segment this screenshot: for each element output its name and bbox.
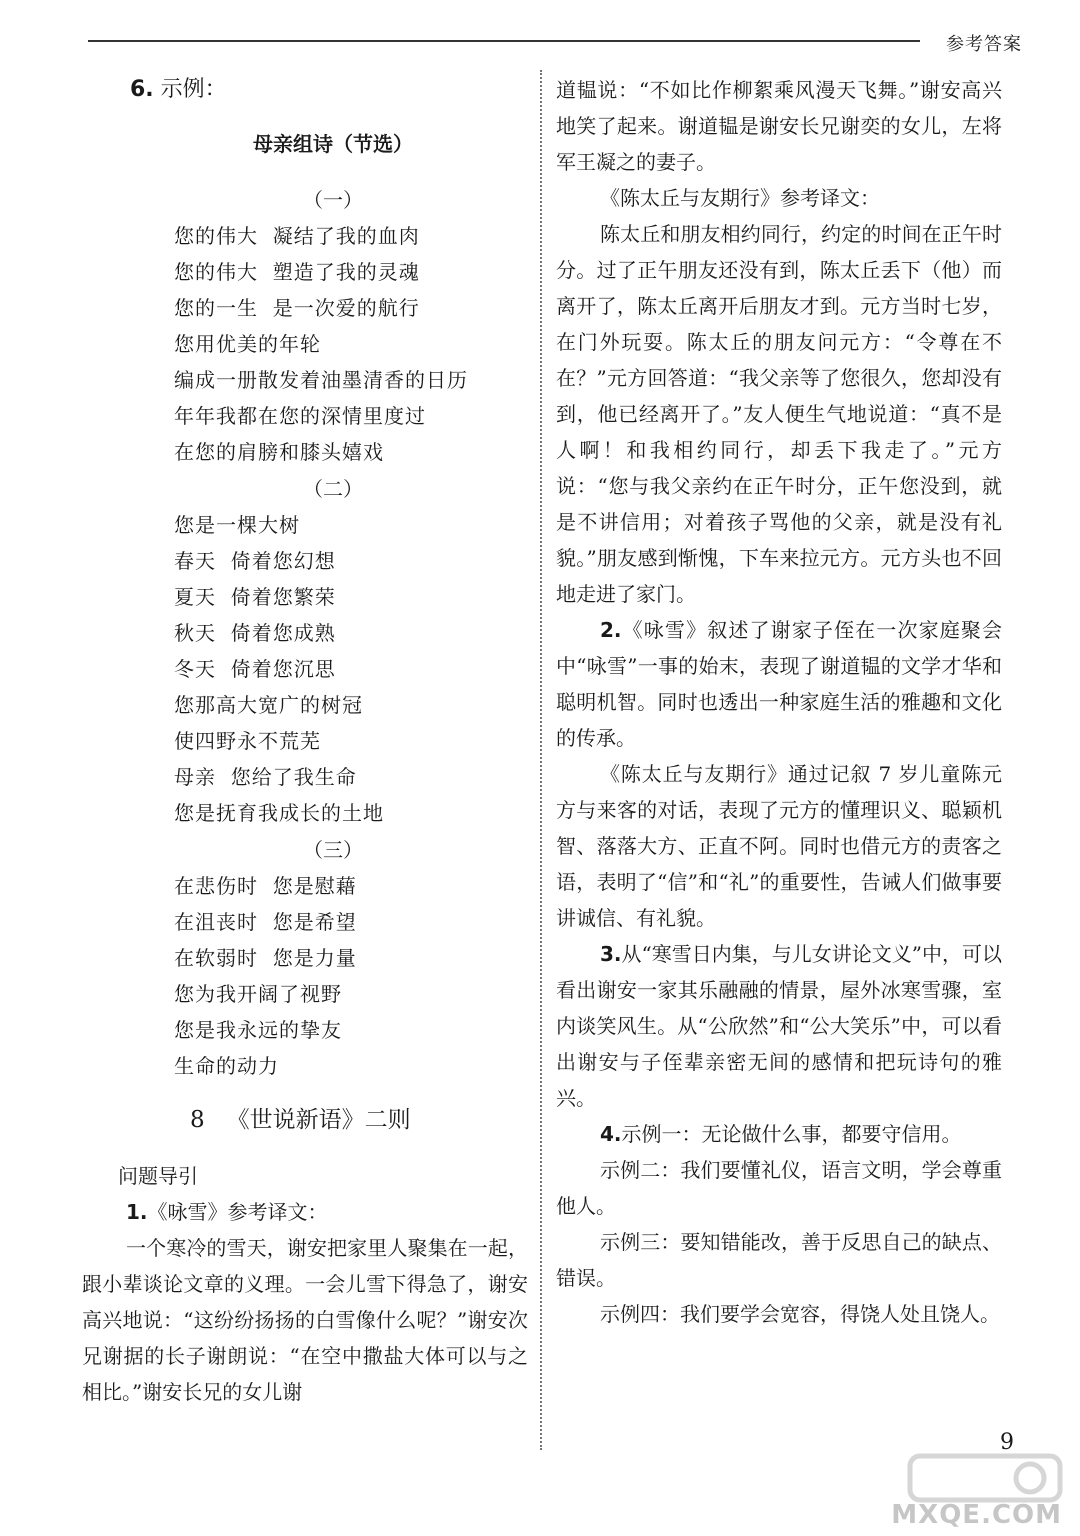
poem-line: 您为我开阔了视野 [174, 982, 342, 1006]
poem-line: 生命的动力 [174, 1054, 279, 1078]
question-1-text: 《咏雪》参考译文： [147, 1200, 328, 1224]
poem-line: 使四野永不荒芜 [174, 729, 321, 753]
question-2 [556, 612, 1002, 756]
page-number: 9 [1000, 1430, 1014, 1455]
question-3-number: 3. [600, 942, 622, 966]
poem-line: 春天 倚着您幻想 [174, 549, 336, 573]
poem-line: 您是我永远的挚友 [174, 1018, 342, 1042]
header-rule [88, 40, 920, 42]
poem-line: 您那高大宽广的树冠 [174, 693, 363, 717]
poem-line: 年年我都在您的深情里度过 [174, 404, 426, 428]
question-4-text: 示例一：无论做什么事，都要守信用。 [621, 1122, 962, 1146]
item-6-number: 6. [130, 77, 154, 102]
item-6 [82, 72, 528, 108]
paragraph-heading: 《陈太丘与友期行》参考译文： [600, 186, 880, 210]
example-2: 示例二：我们要懂礼仪，语言文明，学会尊重他人。 [556, 1158, 1002, 1218]
question-4 [556, 1116, 1002, 1152]
poem-line: 编成一册散发着油墨清香的日历 [174, 368, 468, 392]
poem-line: 您用优美的年轮 [174, 332, 321, 356]
question-3-text: 从“寒雪日内集，与儿女讲论文义”中，可以看出谢安一家其乐融融的情景，屋外冰寒雪骤，室内谈笑风生。从“公欣然”和“公大笑乐”中，可以看出谢安与子侄辈亲密无间的感情和把玩诗句的雅兴。 [556, 942, 1002, 1110]
poem-section-3: （三） [303, 838, 363, 862]
poem-line: 您是抚育我成长的土地 [174, 801, 384, 825]
example-4: 示例四：我们要学会宽容，得饶人处且饶人。 [600, 1302, 1000, 1326]
poem-line: 在悲伤时 您是慰藉 [174, 874, 357, 898]
right-column [556, 72, 1002, 1332]
question-4-number: 4. [600, 1122, 622, 1146]
poem-line: 母亲 您给了我生命 [174, 765, 357, 789]
chapter-title: 8 《世说新语》二则 [190, 1107, 411, 1133]
poem-line: 冬天 倚着您沉思 [174, 657, 336, 681]
question-2-text: 《咏雪》叙述了谢家子侄在一次家庭聚会中“咏雪”一事的始末，表现了谢道韫的文学才华和聪明机智。同时也透出一种家庭生活的雅趣和文化的传承。 [556, 618, 1002, 750]
poem-section-2: （二） [303, 477, 363, 501]
question-1-body: 一个寒冷的雪天，谢安把家里人聚集在一起，跟小辈谈论文章的义理。一会儿雪下得急了，谢安高兴地说：“这纷纷扬扬的白雪像什么呢？”谢安次兄谢据的长子谢朗说：“在空中撒盐大体可以与之相比。”谢安长兄的女儿谢 [82, 1236, 528, 1404]
paragraph: 陈太丘和朋友相约同行，约定的时间在正午时分。过了正午朋友还没有到，陈太丘丢下（他）而离开了，陈太丘离开后朋友才到。元方当时七岁，在门外玩耍。陈太丘的朋友问元方：“令尊在不在？”元方回答道：“我父亲等了您很久，您却没有到，他已经离开了。”友人便生气地说道：“真不是人啊！和我相约同行，却丢下我走了。”元方说：“您与我父亲约在正午时分，正午您没到，就是不讲信用；对着孩子骂他的父亲，就是没有礼貌。”朋友感到惭愧，下车来拉元方。元方头也不回地走进了家门。 [556, 222, 1002, 606]
question-1-number: 1. [126, 1200, 148, 1224]
poem-line: 秋天 倚着您成熟 [174, 621, 336, 645]
watermark-text: MXQE.COM [891, 1500, 1062, 1530]
example-3: 示例三：要知错能改，善于反思自己的缺点、错误。 [556, 1230, 1002, 1290]
poem-section-3-lines [82, 868, 528, 1084]
poem-line: 您的伟大 凝结了我的血肉 [174, 224, 420, 248]
poem-line: 夏天 倚着您繁荣 [174, 585, 336, 609]
poem-section-1-lines [82, 218, 528, 470]
question-2-number: 2. [600, 618, 622, 642]
item-6-text: 示例： [160, 77, 227, 102]
poem-section-1: （一） [303, 188, 363, 212]
poem-line: 在沮丧时 您是希望 [174, 910, 357, 934]
poem-title: 母亲组诗（节选） [253, 132, 413, 156]
watermark [880, 1452, 1070, 1532]
paragraph-continued: 道韫说：“不如比作柳絮乘风漫天飞舞。”谢安高兴地笑了起来。谢道韫是谢安长兄谢奕的女儿，左将军王凝之的妻子。 [556, 78, 1002, 174]
running-header: 参考答案 [946, 34, 1022, 55]
paragraph: 《陈太丘与友期行》通过记叙 7 岁儿童陈元方与来客的对话，表现了元方的懂理识义、聪颖机智、落落大方、正直不阿。同时也借元方的责客之语，表明了“信”和“礼”的重要性，告诫人们做事要讲诚信、有礼貌。 [556, 762, 1002, 930]
question-1 [82, 1194, 528, 1230]
column-divider [540, 70, 542, 1450]
poem-section-2-lines [82, 507, 528, 831]
left-column [82, 72, 528, 1410]
poem-line: 您是一棵大树 [174, 513, 300, 537]
poem-line: 在您的肩膀和膝头嬉戏 [174, 440, 384, 464]
poem-line: 在软弱时 您是力量 [174, 946, 357, 970]
section-heading: 问题导引 [118, 1164, 198, 1188]
poem-line: 您的一生 是一次爱的航行 [174, 296, 420, 320]
poem-line: 您的伟大 塑造了我的灵魂 [174, 260, 420, 284]
question-3 [556, 936, 1002, 1116]
